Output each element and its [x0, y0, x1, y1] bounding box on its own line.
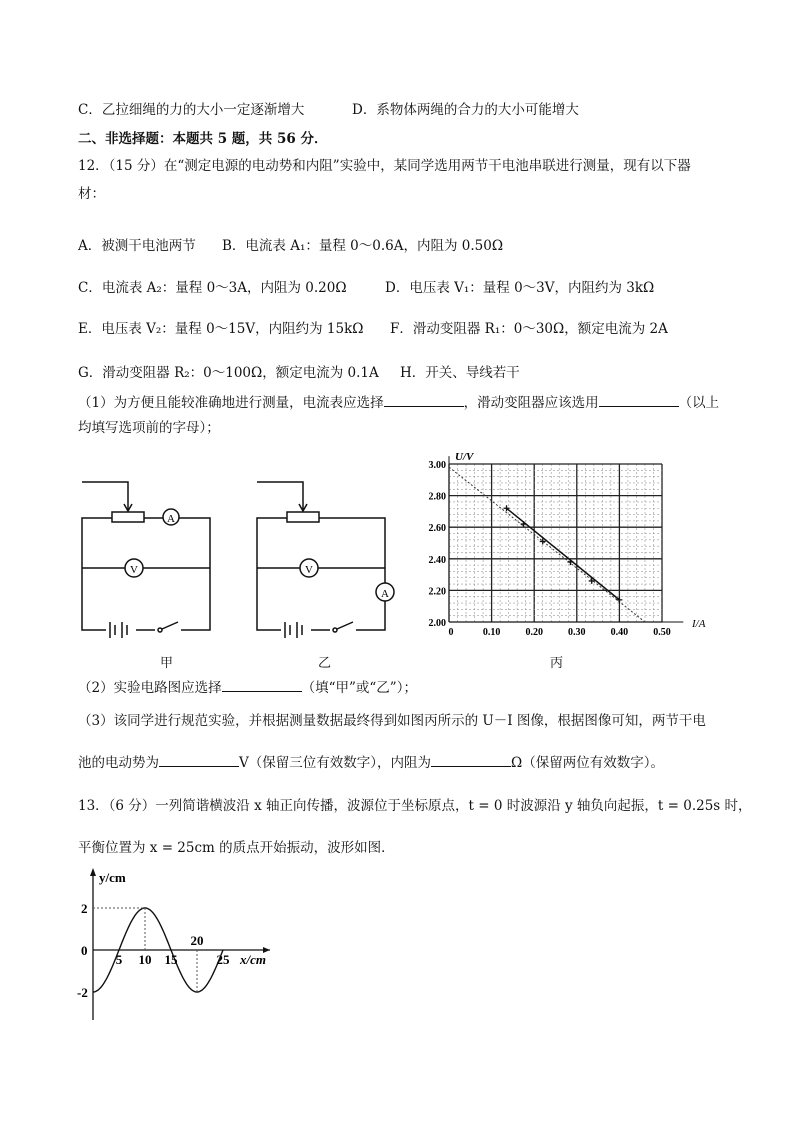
y-tick-label: 3.00 — [428, 460, 446, 471]
circuit-diagrams — [70, 470, 410, 640]
text: V（保留三位有效数字），内阻为 — [239, 755, 431, 771]
x-tick-label: 0.20 — [525, 627, 543, 638]
y-tick-label: -2 — [77, 985, 88, 1000]
item-f: F．滑动变阻器 R₁：0～30Ω，额定电流为 2A — [390, 321, 668, 337]
x-axis-label: I/A — [692, 618, 706, 630]
y-tick-label: 2.60 — [428, 523, 446, 535]
item-d: D．电压表 V₁：量程 0～3V，内阻约为 3kΩ — [385, 280, 655, 296]
x-axis-label: x/cm — [240, 952, 266, 967]
section-heading: 二、非选择题：本题共 5 题，共 56 分． — [78, 131, 328, 147]
x-tick-label: 0.40 — [610, 627, 629, 638]
item-a: A．被测干电池两节 — [78, 238, 196, 254]
voltmeter-label: V — [305, 564, 313, 576]
caption-bing: 丙 — [550, 656, 564, 671]
item-b: B．电流表 A₁：量程 0～0.6A，内阻为 0.50Ω — [222, 238, 504, 254]
x-tick-label: 0.30 — [568, 627, 586, 638]
y-axis-arrow — [90, 868, 96, 876]
option-c: C．乙拉细绳的力的大小一定逐渐增大 — [78, 102, 305, 118]
y-tick-label: 2.40 — [428, 554, 446, 566]
ammeter-label: A — [167, 513, 175, 525]
y-tick-label: 2.00 — [428, 618, 446, 629]
fit-line-extension — [449, 467, 645, 622]
text: （填“甲”或“乙”）； — [301, 680, 417, 696]
part-1-cont: 均填写选项前的字母）； — [78, 420, 220, 436]
text: （2）实验电路图应选择 — [78, 680, 222, 696]
answer-blank[interactable] — [159, 754, 239, 767]
x-tick-label: 25 — [216, 952, 230, 967]
y-tick-label: 2.20 — [428, 586, 446, 598]
part-1 — [78, 391, 719, 411]
caption-jia: 甲 — [160, 656, 174, 671]
x-tick-label: 0 — [448, 627, 454, 638]
x-tick-label: 15 — [164, 952, 178, 967]
y-tick-label: 2.80 — [428, 491, 446, 503]
item-g: G．滑动变阻器 R₂：0～100Ω，额定电流为 0.1A — [78, 365, 379, 381]
part-2 — [78, 676, 417, 696]
answer-blank[interactable] — [599, 394, 679, 407]
ammeter-label: A — [381, 588, 389, 600]
circuit-yi — [257, 482, 394, 640]
y-axis-label: U/V — [455, 451, 474, 464]
item-h: H．开关、导线若干 — [400, 365, 520, 381]
circuit-jia — [82, 482, 210, 640]
x-tick-label: 0.50 — [653, 627, 671, 638]
q12-stem: 12．（15 分）在“测定电源的电动势和内阻”实验中，某同学选用两节干电池串联进行测量，现有以下器 — [78, 158, 691, 174]
answer-blank[interactable] — [384, 394, 464, 407]
answer-blank[interactable] — [431, 754, 511, 767]
text: （以上 — [678, 395, 720, 411]
x-tick-label: 20 — [190, 933, 204, 948]
x-tick-label: 5 — [115, 952, 123, 967]
text: Ω（保留两位有效数字）。 — [511, 755, 664, 771]
q13-stem-cont: 平衡位置为 x = 25cm 的质点开始振动，波形如图． — [78, 840, 395, 856]
x-tick-label: 10 — [138, 952, 152, 967]
q13-stem: 13．（6 分）一列简谐横波沿 x 轴正向传播，波源位于坐标原点，t = 0 时波源沿 y 轴负向起振，t = 0.25s 时， — [78, 798, 752, 814]
voltmeter-label: V — [130, 564, 138, 576]
origin-label: 0 — [81, 943, 88, 958]
y-axis-label: y/cm — [99, 870, 126, 885]
wave-graph — [60, 860, 290, 1030]
part-3: （3）该同学进行规范实验，并根据测量数据最终得到如图丙所示的 U－I 图像，根据图像可知，两节干电 — [78, 713, 706, 729]
y-tick-label: 2 — [81, 901, 88, 916]
q12-stem-cont: 材： — [78, 186, 105, 202]
item-e: E．电压表 V₂：量程 0～15V，内阻约为 15kΩ — [78, 321, 364, 337]
answer-blank[interactable] — [222, 679, 302, 692]
text: 池的电动势为 — [78, 755, 159, 771]
caption-yi: 乙 — [318, 656, 332, 671]
x-tick-label: 0.10 — [482, 627, 501, 638]
item-c: C．电流表 A₂：量程 0～3A，内阻为 0.20Ω — [78, 280, 347, 296]
part-3-cont — [78, 751, 664, 771]
text: （1）为方便且能较准确地进行测量，电流表应选择 — [78, 395, 384, 411]
u-i-graph — [405, 445, 725, 645]
option-d: D．系物体两绳的合力的大小可能增大 — [352, 102, 579, 118]
text: ，滑动变阻器应该选用 — [463, 395, 599, 411]
